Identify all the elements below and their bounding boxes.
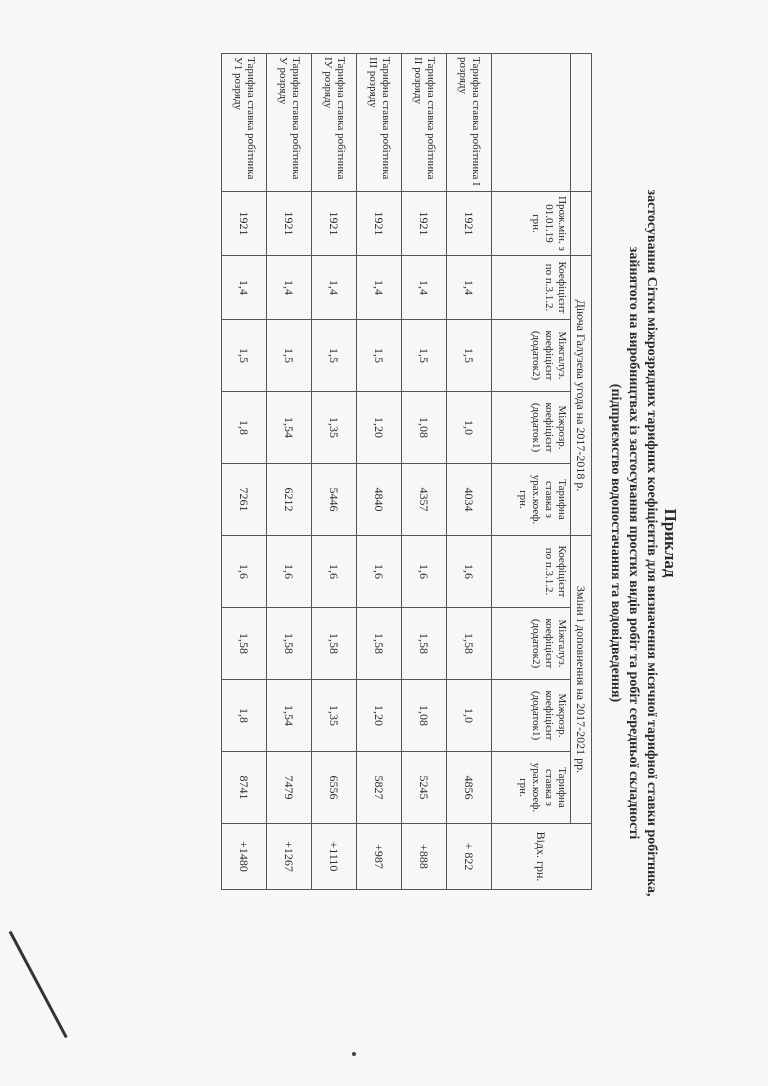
table-row xyxy=(222,54,267,890)
table-cell-c1: 1,4 xyxy=(402,256,447,320)
table-cell-c4: 7261 xyxy=(222,464,267,536)
table-cell-n1: 1,6 xyxy=(312,536,357,608)
table-cell-n4: 8741 xyxy=(222,752,267,824)
column-header-diff: Відх. грн. xyxy=(492,824,592,890)
group-header-current-agreement: Діюча Галузева угода на 2017-2018 р. xyxy=(571,256,592,536)
table-cell-c4: 4840 xyxy=(357,464,402,536)
table-cell-n2: 1,58 xyxy=(222,608,267,680)
table-cell-n2: 1,58 xyxy=(267,608,312,680)
rotated-document xyxy=(84,43,684,1043)
table-row xyxy=(402,54,447,890)
table-cell-n1: 1,6 xyxy=(267,536,312,608)
document-subtitle-line2: зайнятого на виробництвах із застосування простих видів робіт та робіт середньої складності xyxy=(626,246,641,840)
table-cell-c4: 6212 xyxy=(267,464,312,536)
table-cell-diff: +1480 xyxy=(222,824,267,890)
row-label: Тарифна ставка робітника У розряду xyxy=(267,54,312,192)
column-header-rate: Тарифна ставка з урах.коеф. грн. xyxy=(492,464,571,536)
table-body xyxy=(222,54,492,890)
table-cell-c1: 1,4 xyxy=(312,256,357,320)
table-cell-diff: +1267 xyxy=(267,824,312,890)
table-cell-n4: 5245 xyxy=(402,752,447,824)
table-cell-c3: 1,54 xyxy=(267,392,312,464)
document-title: Приклад xyxy=(661,508,680,578)
table-cell-min: 1921 xyxy=(447,192,492,256)
table-cell-n2: 1,58 xyxy=(402,608,447,680)
table-cell-c1: 1,4 xyxy=(357,256,402,320)
row-label: Тарифна ставка робітника ІУ розряду xyxy=(312,54,357,192)
table-cell-n3: 1,08 xyxy=(402,680,447,752)
table-cell-c2: 1,5 xyxy=(222,320,267,392)
table-cell-c3: 1,08 xyxy=(402,392,447,464)
table-cell-min: 1921 xyxy=(357,192,402,256)
row-label: Тарифна ставка робітника У1 розряду xyxy=(222,54,267,192)
column-header-inter: Міжгалуз. коефіцієнт (додаток2) xyxy=(492,320,571,392)
table-cell-c1: 1,4 xyxy=(447,256,492,320)
document-header xyxy=(607,43,680,1043)
table-cell-n1: 1,6 xyxy=(357,536,402,608)
table-cell-n4: 5827 xyxy=(357,752,402,824)
table-cell-c1: 1,4 xyxy=(267,256,312,320)
table-cell-c4: 4357 xyxy=(402,464,447,536)
column-header-coef: Коефіцієнт по п.3.1.2. xyxy=(492,256,571,320)
table-row xyxy=(447,54,492,890)
column-header-micro: Міжрозр. коефіцієнт (додаток1) xyxy=(492,680,571,752)
table-row xyxy=(357,54,402,890)
table-cell-diff: +888 xyxy=(402,824,447,890)
table-cell-c2: 1,5 xyxy=(402,320,447,392)
table-cell-n4: 7479 xyxy=(267,752,312,824)
table-cell-n1: 1,6 xyxy=(402,536,447,608)
table-cell-c3: 1,20 xyxy=(357,392,402,464)
table-cell-n3: 1,54 xyxy=(267,680,312,752)
table-cell-min: 1921 xyxy=(402,192,447,256)
table-cell-n2: 1,58 xyxy=(312,608,357,680)
table-cell-c2: 1,5 xyxy=(267,320,312,392)
table-cell-c1: 1,4 xyxy=(222,256,267,320)
table-cell-diff: +987 xyxy=(357,824,402,890)
column-header-rate: Тарифна ставка з урах.коеф. грн. xyxy=(492,752,571,824)
table-cell-n4: 4856 xyxy=(447,752,492,824)
table-cell-c3: 1,8 xyxy=(222,392,267,464)
document-subtitle-line1: застосування Сітки міжрозрядних тарифних коефіцієнтів для визначення місячної тарифної ставки робітника, xyxy=(644,189,659,897)
document-subtitle-line3: (підприємство водопостачання та водовідведення) xyxy=(608,383,623,703)
table-cell-min: 1921 xyxy=(312,192,357,256)
table-cell-c3: 1,35 xyxy=(312,392,357,464)
header-empty-cell xyxy=(571,54,592,192)
tariff-table xyxy=(221,53,592,890)
table-cell-min: 1921 xyxy=(267,192,312,256)
column-header-inter: Міжгалуз. коефіцієнт (додаток2) xyxy=(492,608,571,680)
table-cell-c4: 5446 xyxy=(312,464,357,536)
table-cell-diff: +1110 xyxy=(312,824,357,890)
table-cell-c2: 1,5 xyxy=(447,320,492,392)
column-header-micro: Міжрозр. коефіцієнт (додаток1) xyxy=(492,392,571,464)
row-label: Тарифна ставка робітника І розряду xyxy=(447,54,492,192)
table-cell-n2: 1,58 xyxy=(357,608,402,680)
table-cell-n3: 1,35 xyxy=(312,680,357,752)
ink-stroke xyxy=(9,931,68,1038)
ink-dot xyxy=(352,1052,356,1056)
table-cell-n2: 1,58 xyxy=(447,608,492,680)
table-cell-c4: 4034 xyxy=(447,464,492,536)
table-cell-n3: 1,20 xyxy=(357,680,402,752)
row-label: Тарифна ставка робітника ІІ розряду xyxy=(402,54,447,192)
column-header-label xyxy=(492,54,571,192)
table-row xyxy=(267,54,312,890)
table-cell-n1: 1,6 xyxy=(447,536,492,608)
table-row xyxy=(312,54,357,890)
table-cell-diff: + 822 xyxy=(447,824,492,890)
table-cell-n3: 1,0 xyxy=(447,680,492,752)
row-label: Тарифна ставка робітника ІІІ розряду xyxy=(357,54,402,192)
table-cell-c3: 1,0 xyxy=(447,392,492,464)
column-header-coef: Коефіцієнт по п.3.1.2. xyxy=(492,536,571,608)
table-cell-n3: 1,8 xyxy=(222,680,267,752)
table-cell-c2: 1,5 xyxy=(312,320,357,392)
column-header-min: Прож.мін. з 01.01.19 грн. xyxy=(492,192,571,256)
table-cell-c2: 1,5 xyxy=(357,320,402,392)
header-empty-cell xyxy=(571,192,592,256)
table-cell-min: 1921 xyxy=(222,192,267,256)
table-cell-n4: 6556 xyxy=(312,752,357,824)
table-cell-n1: 1,6 xyxy=(222,536,267,608)
group-header-changes: Зміни і доповнення на 2017-2021 рр. xyxy=(571,536,592,824)
